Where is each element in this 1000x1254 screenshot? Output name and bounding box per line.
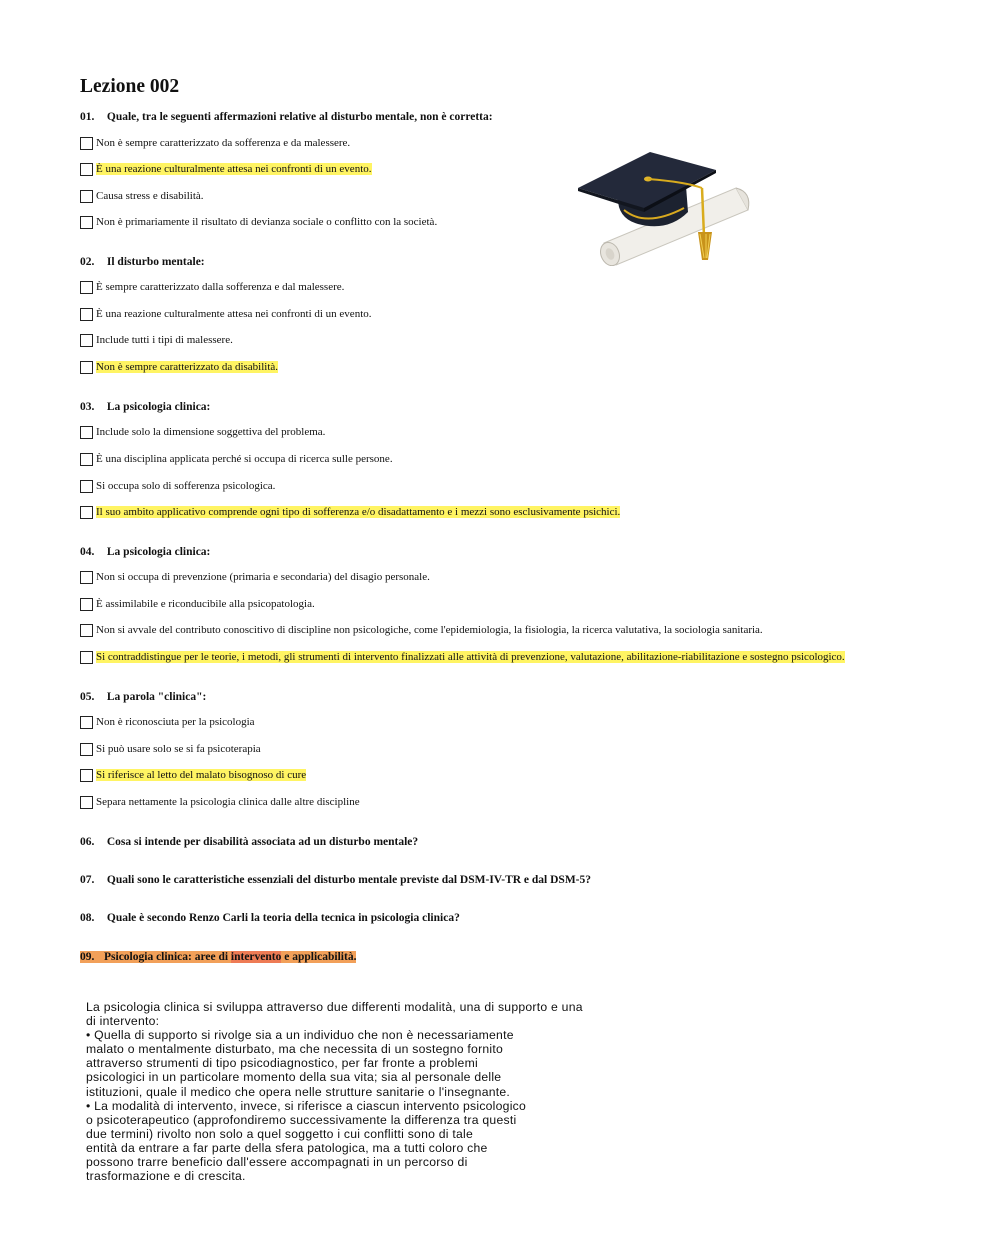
checkbox[interactable] [80, 796, 93, 809]
option-row-correct[interactable] [80, 649, 845, 665]
lesson-title: Lezione 002 [80, 76, 180, 97]
answer-line: due termini) rivolto non solo a quel soggetto i cui conflitti sono di tale [86, 1126, 474, 1141]
option-text: Include solo la dimensione soggettiva del problema. [96, 426, 326, 438]
option-text: Non è riconosciuta per la psicologia [96, 716, 255, 728]
option-row[interactable] [80, 332, 233, 348]
option-text: Non è primariamente il risultato di devianza sociale o conflitto con la società. [96, 216, 438, 228]
option-row[interactable] [80, 596, 315, 612]
option-row[interactable] [80, 306, 372, 322]
question-07: 07. Quali sono le caratteristiche essenziali del disturbo mentale previste dal DSM-IV-TR e dal DSM-5? [80, 874, 592, 886]
checkbox[interactable] [80, 308, 93, 321]
option-text: Separa nettamente la psicologia clinica dalle altre discipline [96, 796, 360, 808]
question-05: 05. La parola "clinica": [80, 691, 207, 703]
checkbox[interactable] [80, 651, 93, 664]
checkbox[interactable] [80, 216, 93, 229]
option-row[interactable] [80, 622, 763, 638]
question-09 [80, 951, 356, 963]
option-row[interactable] [80, 794, 360, 810]
answer-line: trasformazione e di crescita. [86, 1169, 246, 1184]
option-text: È sempre caratterizzato dalla sofferenza e dal malessere. [96, 281, 345, 293]
option-text-highlighted: Non è sempre caratterizzato da disabilità. [96, 361, 279, 373]
option-row[interactable] [80, 424, 325, 440]
option-text-highlighted: Si riferisce al letto del malato bisognoso di cure [96, 769, 307, 781]
option-row[interactable] [80, 214, 437, 230]
question-04: 04. La psicologia clinica: [80, 546, 211, 558]
answer-line: possono trarre beneficio dall'essere accompagnati in un percorso di [86, 1155, 468, 1170]
option-row[interactable] [80, 714, 255, 730]
question-08: 08. Quale è secondo Renzo Carli la teoria della tecnica in psicologia clinica? [80, 912, 460, 924]
checkbox[interactable] [80, 426, 93, 439]
option-row-correct[interactable] [80, 504, 620, 520]
option-row[interactable] [80, 569, 430, 585]
answer-line: istituzioni, quale il medico che opera nelle strutture sanitarie o l'insegnante. [86, 1084, 511, 1099]
option-row[interactable] [80, 478, 275, 494]
option-row-correct[interactable] [80, 359, 278, 375]
checkbox[interactable] [80, 137, 93, 150]
checkbox[interactable] [80, 163, 93, 176]
option-row-correct[interactable] [80, 767, 306, 783]
option-row[interactable] [80, 741, 261, 757]
checkbox[interactable] [80, 769, 93, 782]
answer-line: attraverso strumenti di tipo psicodiagnostico, per far fronte a problemi [86, 1056, 478, 1071]
option-text-highlighted: Il suo ambito applicativo comprende ogni tipo di sofferenza e/o disadattamento e i mezzi sono esclusivamente psichici. [96, 506, 621, 518]
answer-line: La psicologia clinica si sviluppa attraverso due differenti modalità, una di supporto e una [86, 1000, 583, 1014]
option-text-highlighted: È una reazione culturalmente attesa nei confronti di un evento. [96, 163, 372, 175]
option-row[interactable] [80, 135, 350, 151]
option-text: È una disciplina applicata perché si occupa di ricerca sulle persone. [96, 453, 393, 465]
checkbox[interactable] [80, 624, 93, 637]
checkbox[interactable] [80, 281, 93, 294]
option-text: Non si avvale del contributo conoscitivo di discipline non psicologiche, come l'epidemiologia, la fisiologia, la ricerca valutativa, la sociologia sanitaria. [96, 624, 763, 636]
graduation-cap-diploma-icon [576, 148, 754, 266]
checkbox[interactable] [80, 361, 93, 374]
checkbox[interactable] [80, 480, 93, 493]
question-06: 06. Cosa si intende per disabilità associata ad un disturbo mentale? [80, 836, 419, 848]
option-text: Si occupa solo di sofferenza psicologica. [96, 480, 276, 492]
checkbox[interactable] [80, 598, 93, 611]
checkbox[interactable] [80, 190, 93, 203]
answer-line: entità da entrare a far parte della sfera patologica, ma a tutti coloro che [86, 1140, 488, 1155]
answer-text [86, 1000, 686, 1183]
option-text: Non si occupa di prevenzione (primaria e secondaria) del disagio personale. [96, 571, 430, 583]
option-text: Include tutti i tipi di malessere. [96, 334, 233, 346]
checkbox[interactable] [80, 453, 93, 466]
answer-line: di intervento: [86, 1014, 160, 1029]
checkbox[interactable] [80, 506, 93, 519]
question-01: 01. Quale, tra le seguenti affermazioni relative al disturbo mentale, non è corretta: [80, 111, 493, 123]
option-row[interactable] [80, 451, 393, 467]
option-row[interactable] [80, 279, 344, 295]
option-row-correct[interactable] [80, 161, 372, 177]
answer-line: malato o mentalmente disturbato, ma che necessita di un sostegno fornito [86, 1042, 504, 1057]
option-text: È una reazione culturalmente attesa nei confronti di un evento. [96, 308, 372, 320]
answer-line: • Quella di supporto si rivolge sia a un individuo che non è necessariamente [86, 1028, 514, 1043]
answer-line: o psicoterapeutico (approfondiremo successivamente la differenza tra questi [86, 1112, 517, 1127]
question-03: 03. La psicologia clinica: [80, 401, 211, 413]
option-text: Non è sempre caratterizzato da sofferenza e da malessere. [96, 137, 351, 149]
checkbox[interactable] [80, 716, 93, 729]
option-text-highlighted: Si contraddistingue per le teorie, i metodi, gli strumenti di intervento finalizzati alle attività di prevenzione, valutazione, abilitazione-riabilitazione e sostegno psicologico. [96, 651, 845, 663]
option-text: Si può usare solo se si fa psicoterapia [96, 743, 261, 755]
question-09-highlight: 09. Psicologia clinica: aree di intervento e applicabilità. [80, 951, 357, 963]
option-text: È assimilabile e riconducibile alla psicopatologia. [96, 598, 315, 610]
option-text: Causa stress e disabilità. [96, 190, 204, 202]
answer-line: psicologici in un particolare momento della sua vita; sia al personale delle [86, 1070, 502, 1085]
option-row[interactable] [80, 188, 204, 204]
question-02: 02. Il disturbo mentale: [80, 256, 205, 268]
answer-line: • La modalità di intervento, invece, si riferisce a ciascun intervento psicologico [86, 1098, 527, 1113]
checkbox[interactable] [80, 571, 93, 584]
checkbox[interactable] [80, 743, 93, 756]
checkbox[interactable] [80, 334, 93, 347]
